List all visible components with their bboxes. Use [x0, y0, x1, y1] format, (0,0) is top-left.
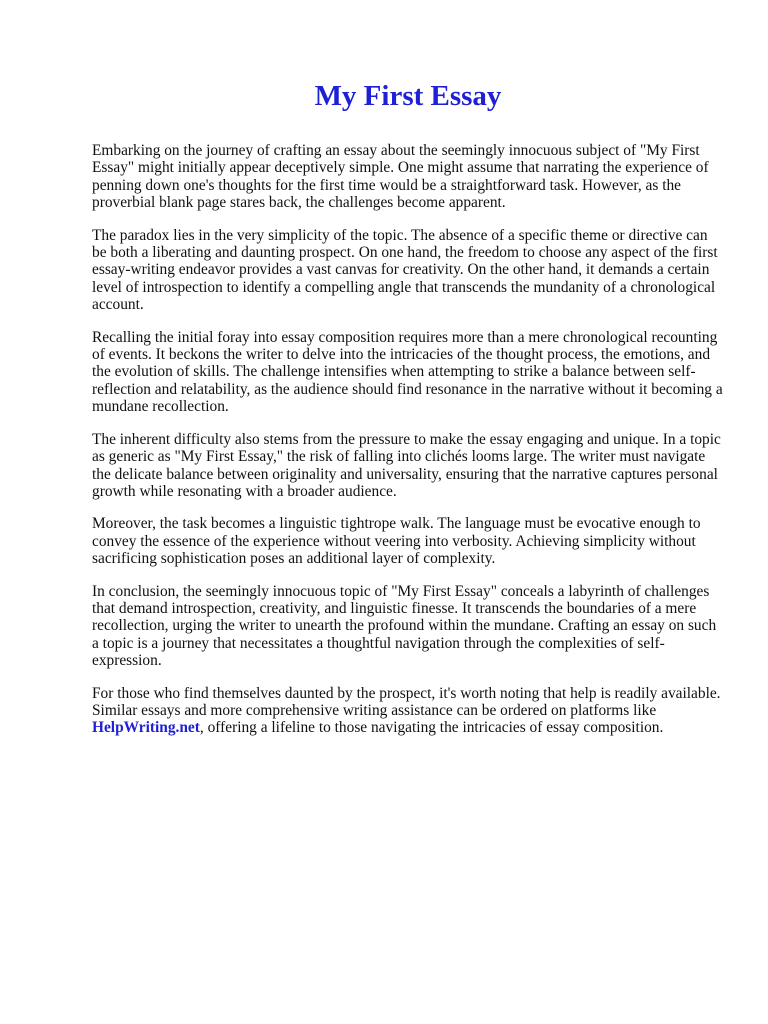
document-page [92, 78, 724, 752]
paragraph-1: Embarking on the journey of crafting an essay about the seemingly innocuous subject of "My First Essay" might initially appear deceptively simple. One might assume that narrating the experience of penning down one's thoughts for the first time would be a straightforward task. However, as the proverbial blank page stares back, the challenges become apparent. [92, 142, 709, 212]
paragraph-6: In conclusion, the seemingly innocuous topic of "My First Essay" conceals a labyrinth of challenges that demand introspection, creativity, and linguistic finesse. It transcends the boundaries of a mere recollection, urging the writer to unearth the profound within the mundane. Crafting an essay on such a topic is a journey that necessitates a thoughtful navigation through the complexities of self-expression. [92, 582, 717, 670]
helpwriting-link[interactable]: HelpWriting.net [92, 719, 200, 737]
paragraph-3: Recalling the initial foray into essay composition requires more than a mere chronological recounting of events. It beckons the writer to delve into the intricacies of the thought process, the emotions, and the evolution of skills. The challenge intensifies when attempting to strike a balance between self-reflection and relatability, as the audience should find resonance in the narrative without it becoming a mundane recollection. [92, 328, 723, 416]
paragraph-closing [92, 685, 724, 737]
paragraph-2: The paradox lies in the very simplicity of the topic. The absence of a specific theme or directive can be both a liberating and daunting prospect. On one hand, the freedom to choose any aspect of the first essay-writing endeavor provides a vast canvas for creativity. On the other hand, it demands a certain level of introspection to identify a compelling angle that transcends the mundanity of a chronological account. [92, 226, 718, 314]
paragraph-5: Moreover, the task becomes a linguistic tightrope walk. The language must be evocative enough to convey the essence of the experience without veering into verbosity. Achieving simplicity without sacrificing sophistication poses an additional layer of complexity. [92, 515, 701, 568]
paragraph-4: The inherent difficulty also stems from the pressure to make the essay engaging and unique. In a topic as generic as "My First Essay," the risk of falling into clichés looms large. The writer must navigate the delicate balance between originality and universality, ensuring that the narrative captures personal growth while resonating with a broader audience. [92, 430, 721, 500]
closing-text-before-link: For those who find themselves daunted by the prospect, it's worth noting that help is readily available. Similar essays and more comprehensive writing assistance can be ordered on platforms like [92, 684, 721, 719]
closing-text-after-link: , offering a lifeline to those navigating the intricacies of essay composition. [199, 719, 664, 737]
page-title: My First Essay [314, 80, 502, 112]
